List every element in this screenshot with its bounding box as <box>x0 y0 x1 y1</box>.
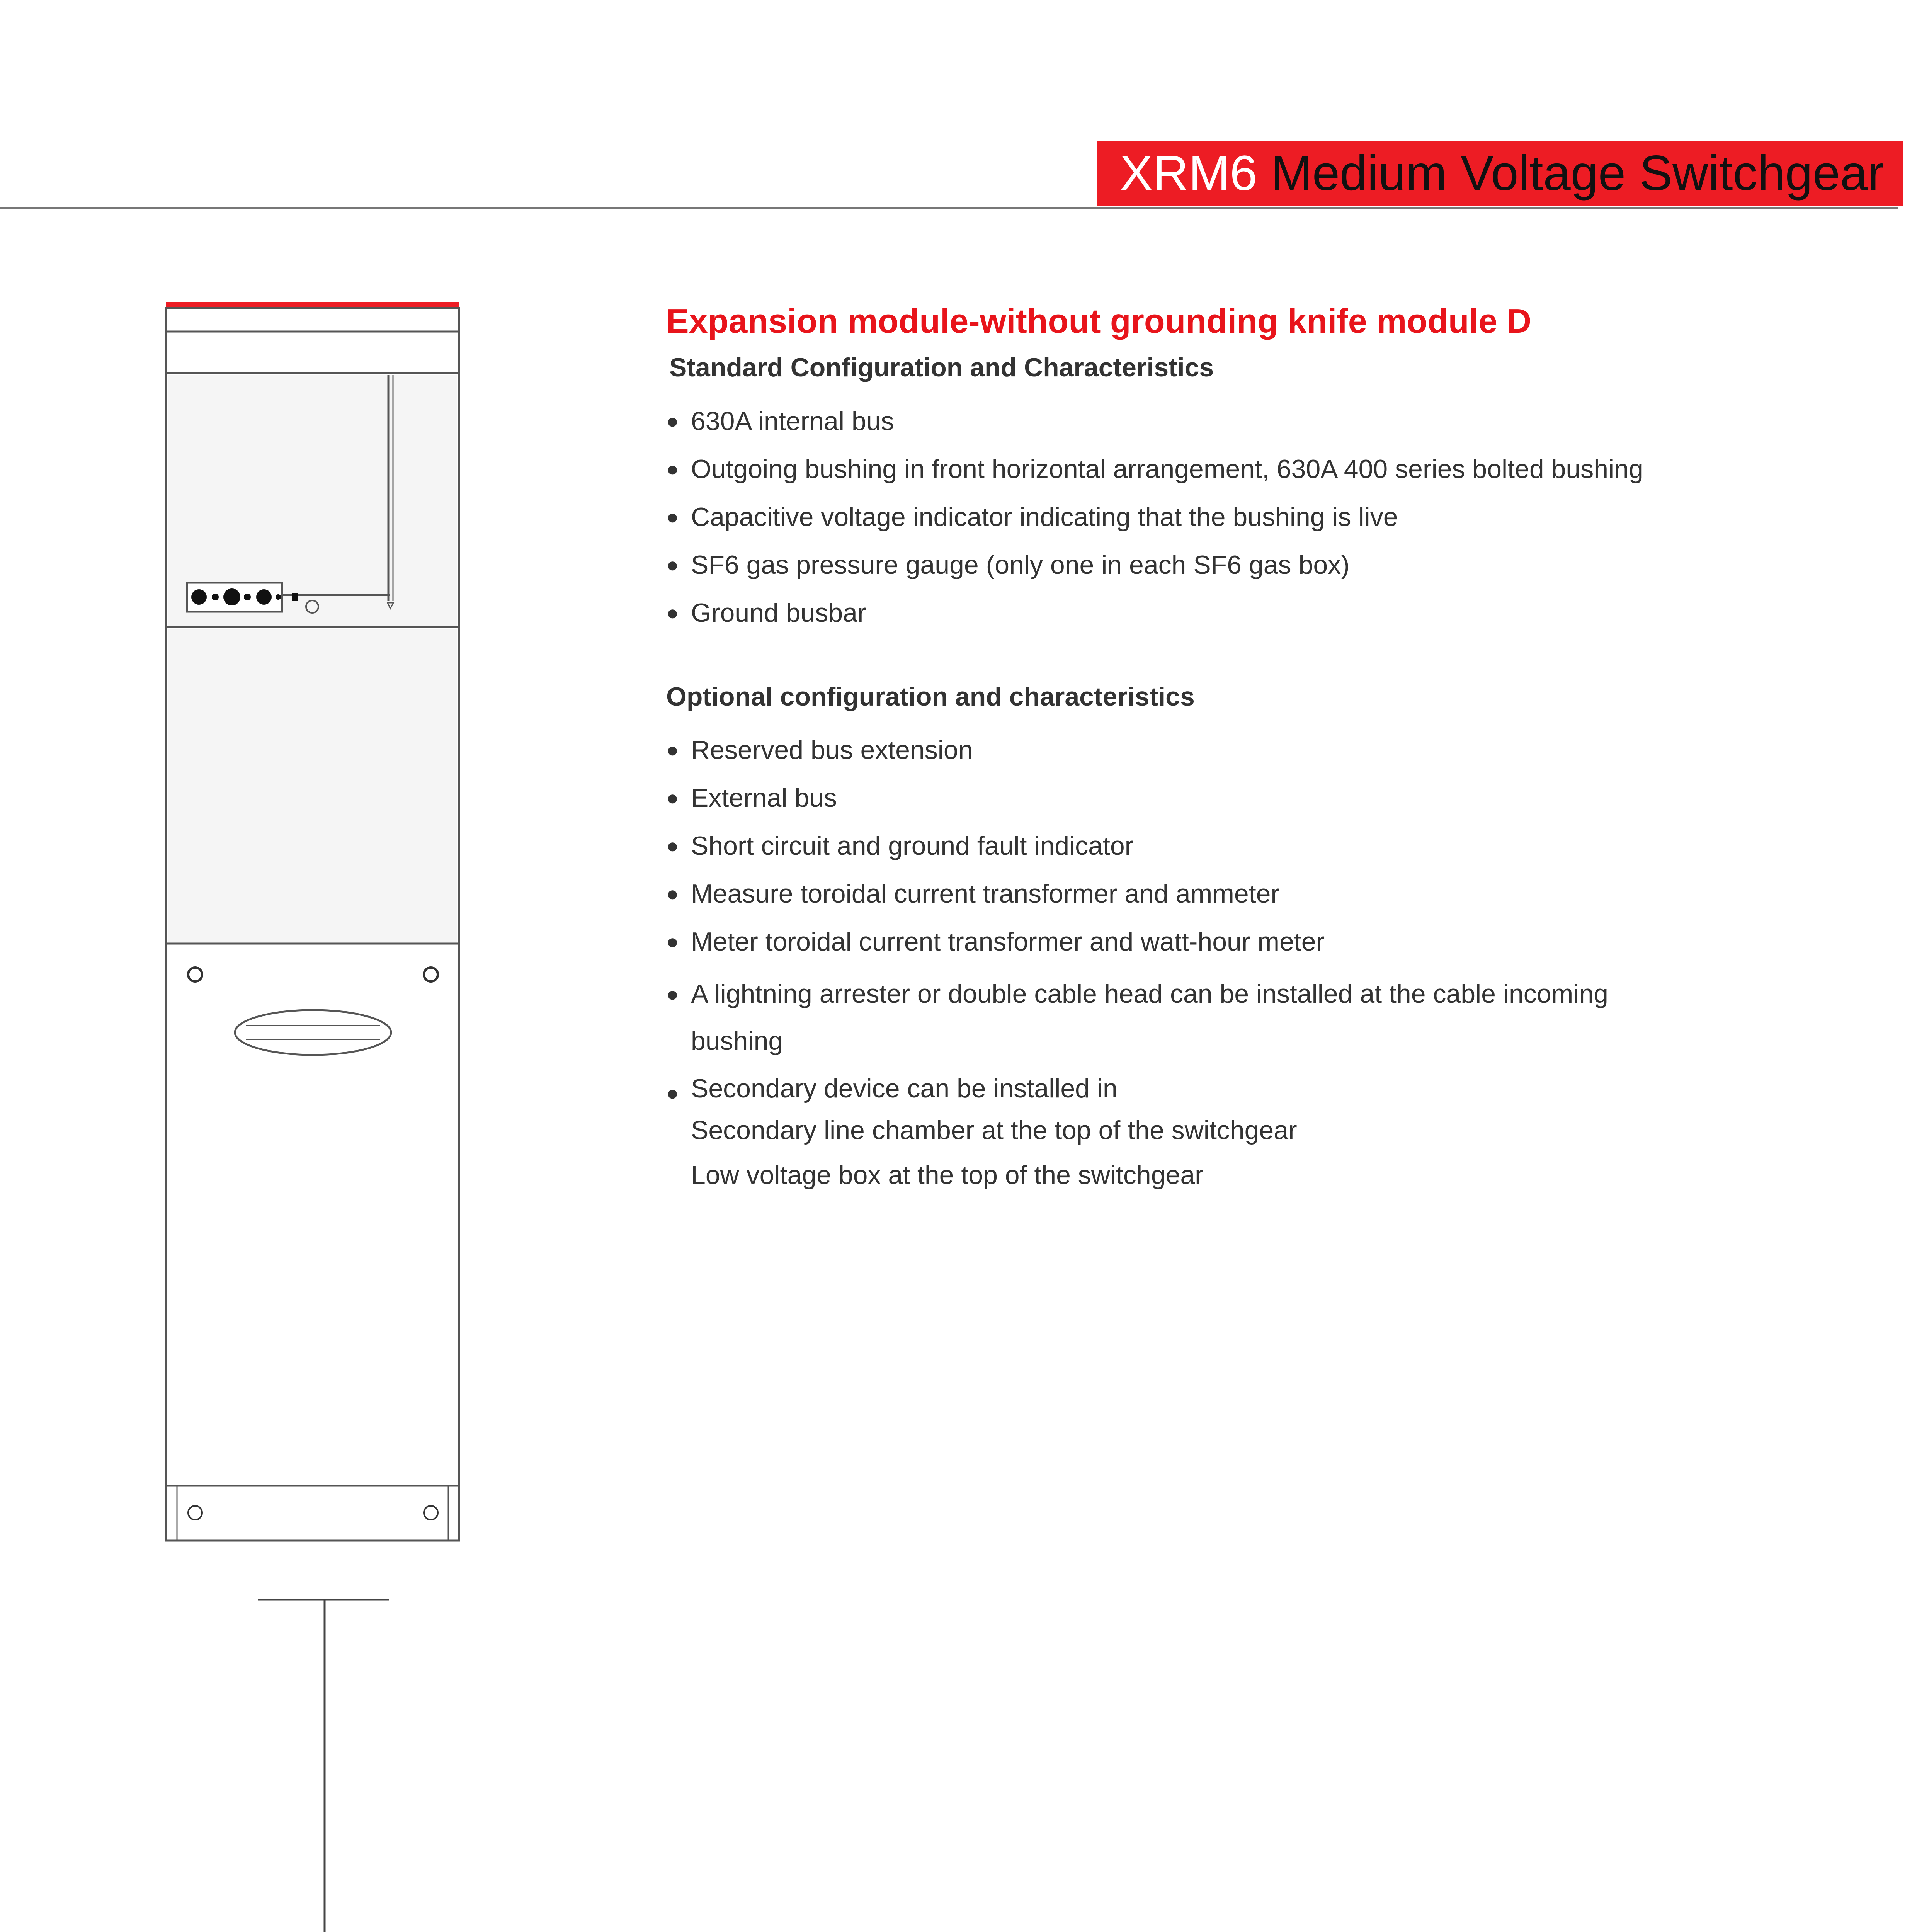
list-item: ● Capacitive voltage indicator indicating that the bushing is live <box>666 493 1864 541</box>
list-item: ● Outgoing bushing in front horizontal arrangement, 630A 400 series bolted bushing <box>666 445 1864 493</box>
bullet-icon: ● <box>666 505 679 529</box>
secondary-location: Low voltage box at the top of the switchgear <box>691 1160 1204 1190</box>
plinth-screw-right <box>424 1506 438 1520</box>
door-screw-right <box>424 968 438 981</box>
gauge-dot-4 <box>244 594 251 600</box>
list-item: ● Ground busbar <box>666 589 1864 637</box>
gauge-dot-6 <box>276 594 281 600</box>
standard-list <box>666 397 1864 637</box>
bullet-icon: ● <box>666 409 679 433</box>
header-banner <box>1097 141 1903 206</box>
bullet-icon: ● <box>666 834 679 858</box>
door-screw-left <box>188 968 202 981</box>
bullet-icon: ● <box>666 553 679 577</box>
spec-content <box>666 301 1864 1197</box>
bullet-icon: ● <box>666 738 679 762</box>
middle-panel <box>168 629 457 944</box>
bullet-icon: ● <box>666 786 679 810</box>
bullet-icon: ● <box>666 983 679 1006</box>
plinth-screw-left <box>188 1506 202 1520</box>
door-handle <box>235 1010 391 1055</box>
header-model: XRM6 <box>1120 146 1257 201</box>
list-item: ● Meter toroidal current transformer and watt-hour meter <box>666 918 1864 966</box>
optional-list <box>666 726 1864 1197</box>
header-title: Medium Voltage Switchgear <box>1271 146 1884 201</box>
gauge-dot-5 <box>256 589 272 605</box>
list-item: ● Measure toroidal current transformer and ammeter <box>666 870 1864 918</box>
bullet-icon: ● <box>666 930 679 954</box>
bullet-icon: ● <box>666 882 679 906</box>
list-item: ● External bus <box>666 774 1864 822</box>
gauge-dot-3 <box>223 588 240 605</box>
switchgear-drawing <box>0 0 502 1932</box>
gauge-dot-2 <box>212 594 219 600</box>
optional-heading: Optional configuration and characteristics <box>666 682 1195 711</box>
standard-heading: Standard Configuration and Characteristics <box>669 353 1214 383</box>
secondary-location: Secondary line chamber at the top of the switchgear <box>691 1116 1297 1145</box>
list-item: ● Short circuit and ground fault indicator <box>666 822 1864 870</box>
bullet-icon: ● <box>666 1082 679 1105</box>
list-item: ● A lightning arrester or double cable head can be installed at the cable incoming bushing <box>666 966 1696 1069</box>
list-item: ● Reserved bus extension <box>666 726 1864 774</box>
bullet-icon: ● <box>666 601 679 624</box>
list-item: ● SF6 gas pressure gauge (only one in each SF6 gas box) <box>666 541 1864 589</box>
gauge-plug <box>292 593 298 601</box>
list-item: ● 630A internal bus <box>666 397 1864 445</box>
bullet-icon: ● <box>666 457 679 481</box>
gauge-dot-1 <box>191 589 207 605</box>
list-item: ● Secondary device can be installed in Secondary line chamber at the top of the switchgear Low voltage box at the top of the switchgear <box>666 1069 1864 1197</box>
section-title: Expansion module-without grounding knife module D <box>666 302 1532 340</box>
